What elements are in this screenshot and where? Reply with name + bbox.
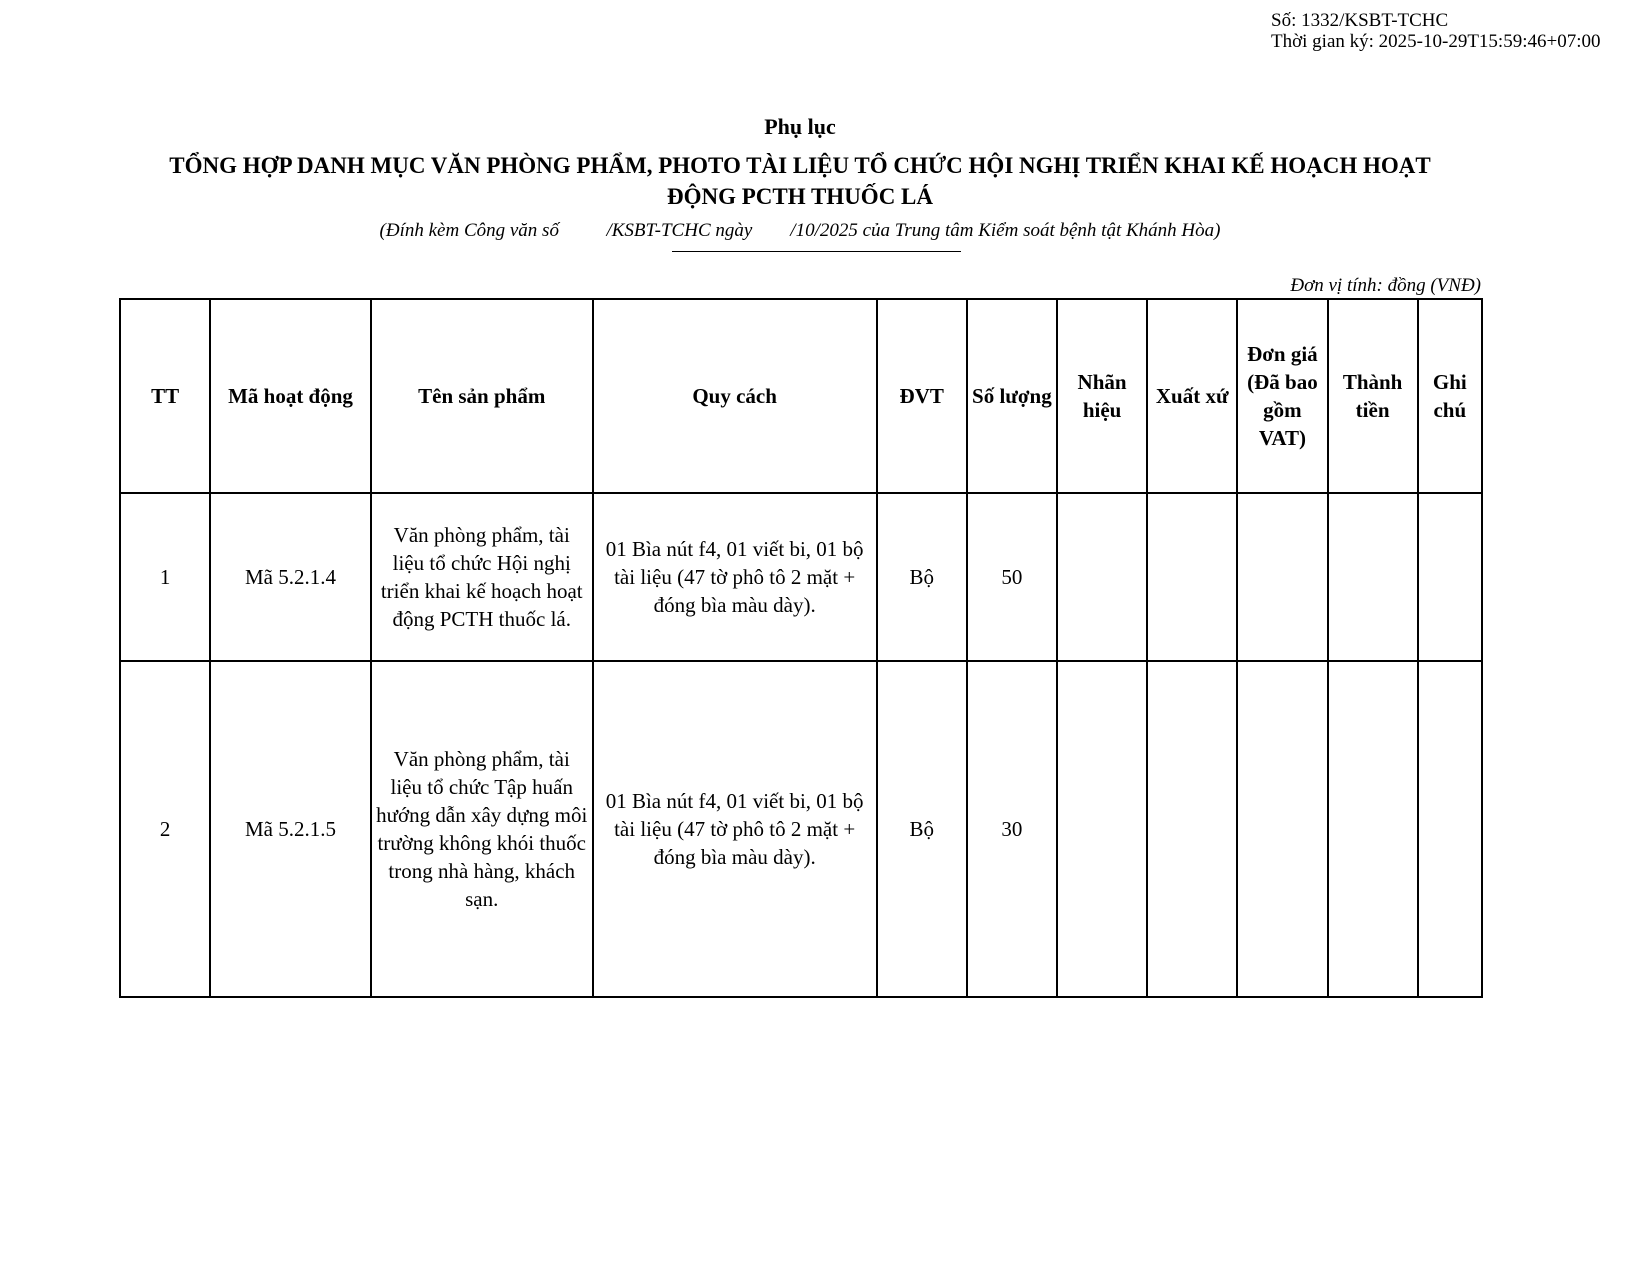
attachment-reference: (Đính kèm Công văn số /KSBT-TCHC ngày /10/2025 của Trung tâm Kiểm soát bệnh tật Khánh Hòa) xyxy=(379,220,1221,241)
cell-origin xyxy=(1147,493,1237,661)
cell-activity-code: Mã 5.2.1.5 xyxy=(210,661,371,997)
cell-unit: Bộ xyxy=(877,661,967,997)
cell-note xyxy=(1418,661,1482,997)
cell-origin xyxy=(1147,661,1237,997)
table-row xyxy=(120,661,1482,997)
header-index: TT xyxy=(120,299,210,493)
cell-note xyxy=(1418,493,1482,661)
cell-index: 2 xyxy=(120,661,210,997)
header-brand: Nhãn hiệu xyxy=(1057,299,1147,493)
signing-time: Thời gian ký: 2025-10-29T15:59:46+07:00 xyxy=(1271,31,1601,52)
header-origin: Xuất xứ xyxy=(1147,299,1237,493)
title-divider xyxy=(672,251,961,252)
cell-brand xyxy=(1057,493,1147,661)
header-quantity: Số lượng xyxy=(967,299,1057,493)
document-number: Số: 1332/KSBT-TCHC xyxy=(1271,10,1449,31)
cell-quantity: 50 xyxy=(967,493,1057,661)
header-specification: Quy cách xyxy=(593,299,877,493)
cell-unit-price xyxy=(1237,661,1327,997)
digital-signature-info xyxy=(1271,10,1601,52)
header-product-name: Tên sản phẩm xyxy=(371,299,593,493)
document-title-line-1: TỔNG HỢP DANH MỤC VĂN PHÒNG PHẨM, PHOTO TÀI LIỆU TỔ CHỨC HỘI NGHỊ TRIỂN KHAI KẾ HOẠCH HOẠT xyxy=(169,153,1431,178)
document-title-line-2: ĐỘNG PCTH THUỐC LÁ xyxy=(666,184,934,209)
cell-quantity: 30 xyxy=(967,661,1057,997)
cell-unit-price xyxy=(1237,493,1327,661)
product-table xyxy=(119,298,1483,998)
header-unit-price: Đơn giá (Đã bao gồm VAT) xyxy=(1237,299,1327,493)
cell-total xyxy=(1328,493,1418,661)
header-total: Thành tiền xyxy=(1328,299,1418,493)
document-title xyxy=(100,150,1500,212)
header-note: Ghi chú xyxy=(1418,299,1482,493)
appendix-label: Phụ lục xyxy=(764,114,836,139)
cell-total xyxy=(1328,661,1418,997)
cell-product-name: Văn phòng phẩm, tài liệu tổ chức Hội nghị triển khai kế hoạch hoạt động PCTH thuốc lá. xyxy=(371,493,593,661)
cell-brand xyxy=(1057,661,1147,997)
currency-unit: Đơn vị tính: đồng (VNĐ) xyxy=(1290,275,1481,296)
cell-unit: Bộ xyxy=(877,493,967,661)
header-activity-code: Mã hoạt động xyxy=(210,299,371,493)
cell-product-name: Văn phòng phẩm, tài liệu tổ chức Tập huấn hướng dẫn xây dựng môi trường không khói thuốc trong nhà hàng, khách sạn. xyxy=(371,661,593,997)
cell-activity-code: Mã 5.2.1.4 xyxy=(210,493,371,661)
header-unit: ĐVT xyxy=(877,299,967,493)
table-header-row xyxy=(120,299,1482,493)
cell-specification: 01 Bìa nút f4, 01 viết bi, 01 bộ tài liệu (47 tờ phô tô 2 mặt + đóng bìa màu dày). xyxy=(593,493,877,661)
table-row xyxy=(120,493,1482,661)
cell-specification: 01 Bìa nút f4, 01 viết bi, 01 bộ tài liệu (47 tờ phô tô 2 mặt + đóng bìa màu dày). xyxy=(593,661,877,997)
cell-index: 1 xyxy=(120,493,210,661)
